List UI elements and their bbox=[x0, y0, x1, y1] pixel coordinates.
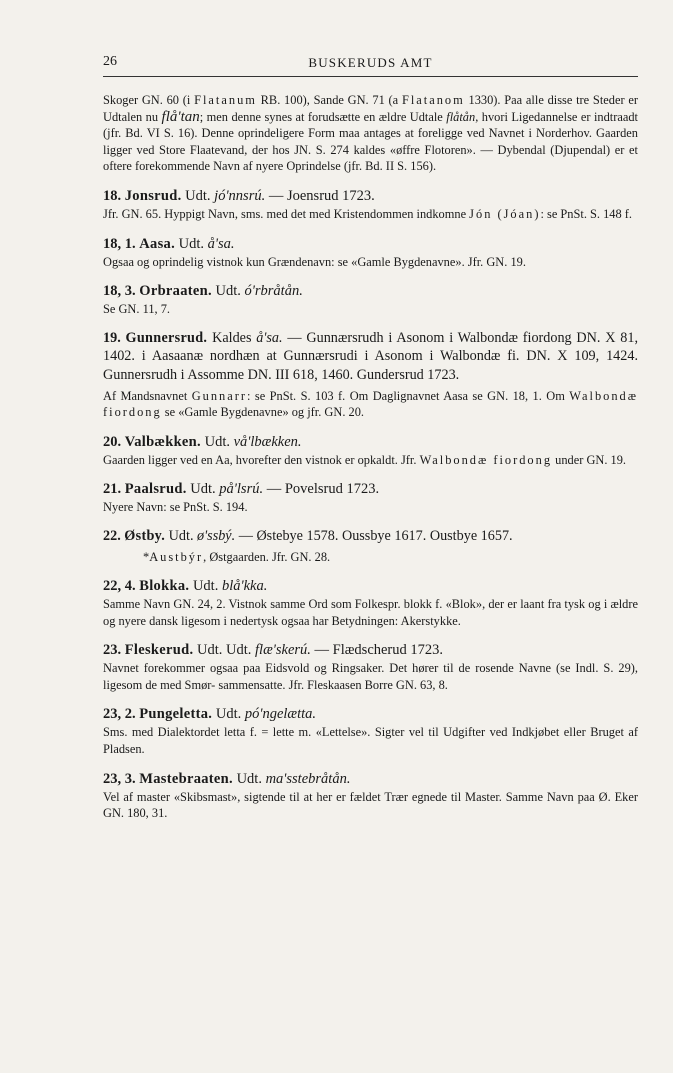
entry-text: Vel af master «Skibsmast», sigtende til at her er fældet Trær egnede til Master. Samme Navn paa Ø. Eker GN. 180, 31. bbox=[103, 789, 638, 821]
header-rule bbox=[103, 76, 638, 77]
entry-22 bbox=[103, 527, 638, 565]
page-body bbox=[103, 92, 638, 822]
page-number: 26 bbox=[103, 54, 117, 69]
entry-23 bbox=[103, 640, 638, 693]
page-header bbox=[103, 54, 638, 76]
intro-paragraph: Skoger GN. 60 (i Flatanum RB. 100), Sande GN. 71 (a Flatanom 1330). Paa alle disse tre Steder er Udtalen nu flå'tan; men denne synes at forudsætte en ældre Udtale flåtån, hvori Ligedannelse er indtraadt (jfr. Bd. VI S. 16). Denne oprindeligere Form maa antages at foreligge ved Navnet i Norderhov. Gaarden ligger ved Store Flaatevand, der hos JN. S. 274 kaldes «øffre Flotoren». — Dybendal (Djupendal) er et oftere forekommende Navn af nyere Oprindelse (jfr. Bd. II S. 156). bbox=[103, 93, 638, 174]
entry-heading: 20. Valbækken. Udt. vå'lbækken. bbox=[103, 433, 302, 450]
entry-heading: 19. Gunnersrud. Kaldes å'sa. — Gunnærsrudh i Asonom i Walbondæ fiordong DN. X 81, 1402. i Aasaanæ nordhæn at Gunnærsrudi i Asonom i Walbondæ fi. DN. X 109, 1424. Gunnersrudh i Assomme DN. III 618, 1460. Gundersrud 1723. bbox=[103, 329, 639, 383]
entry-heading: 23. Fleskerud. Udt. Udt. flæ'skerú. — Flædscherud 1723. bbox=[103, 642, 444, 659]
entry-20 bbox=[103, 432, 638, 469]
entry-text: Nyere Navn: se PnSt. S. 194. bbox=[103, 500, 248, 515]
entry-text: Gaarden ligger ved en Aa, hvorefter den vistnok er opkaldt. Jfr. Walbondæ fiordong under GN. 19. bbox=[103, 452, 627, 467]
entry-23-2 bbox=[103, 704, 638, 757]
entry-heading: 18. Jonsrud. Udt. jó'nnsrú. — Joensrud 1723. bbox=[103, 187, 375, 204]
entry-text: Ogsaa og oprindelig vistnok kun Grændenavn: se «Gamle Bygdenavne». Jfr. GN. 19. bbox=[103, 254, 526, 269]
entry-22-4 bbox=[103, 576, 638, 629]
entry-21 bbox=[103, 479, 638, 516]
entry-text: Af Mandsnavnet Gunnarr: se PnSt. S. 103 f. Om Daglignavnet Aasa se GN. 18, 1. Om Walbondæ fiordong se «Gamle Bygdenavne» og jfr. GN. 20. bbox=[103, 388, 638, 420]
entry-23-3 bbox=[103, 769, 638, 822]
entry-text: Sms. med Dialektordet letta f. = lette m. «Lettelse». Sigter vel til Udgifter ved Indkjøbet eller Bruget af Pladsen. bbox=[103, 725, 638, 757]
entry-heading: 23, 2. Pungeletta. Udt. pó'ngelætta. bbox=[103, 706, 317, 723]
entry-heading: 22, 4. Blokka. Udt. blå'kka. bbox=[103, 578, 268, 595]
entry-19 bbox=[103, 329, 638, 421]
entry-18-1 bbox=[103, 234, 638, 271]
entry-text: Jfr. GN. 65. Hyppigt Navn, sms. med det med Kristendommen indkomne Jón (Jóan): se PnSt. S. 148 f. bbox=[103, 206, 633, 221]
entry-heading: 23, 3. Mastebraaten. Udt. ma'sstebråtån. bbox=[103, 770, 351, 787]
entry-heading: 22. Østby. Udt. ø'ssbý. — Østebye 1578. Oussbye 1617. Oustbye 1657. bbox=[103, 527, 513, 544]
entry-18-3 bbox=[103, 281, 638, 318]
running-title: BUSKERUDS AMT bbox=[308, 55, 433, 70]
entry-text: Navnet forekommer ogsaa paa Eidsvold og Ringsaker. Det hører til de rosende Navne (se Indl. S. 29), ligesom de med Smør- sammensatte. Jfr. Fleskaasen Borre GN. 63, 8. bbox=[103, 661, 638, 692]
entry-text: Se GN. 11, 7. bbox=[103, 302, 170, 317]
entry-heading: 21. Paalsrud. Udt. på'lsrú. — Povelsrud 1723. bbox=[103, 481, 380, 498]
entry-text: Samme Navn GN. 24, 2. Vistnok samme Ord som Folkespr. blokk f. «Blok», der er laant fra tysk og i ældre og nyere dansk ligesom i nedertysk ogsaa har Betydningen: Akerstykke. bbox=[103, 597, 638, 628]
entry-text: *Austbýr, Østgaarden. Jfr. GN. 28. bbox=[143, 549, 331, 564]
entry-heading: 18, 1. Aasa. Udt. å'sa. bbox=[103, 235, 235, 252]
entry-18 bbox=[103, 186, 638, 223]
entry-heading: 18, 3. Orbraaten. Udt. ó'rbråtån. bbox=[103, 283, 303, 300]
